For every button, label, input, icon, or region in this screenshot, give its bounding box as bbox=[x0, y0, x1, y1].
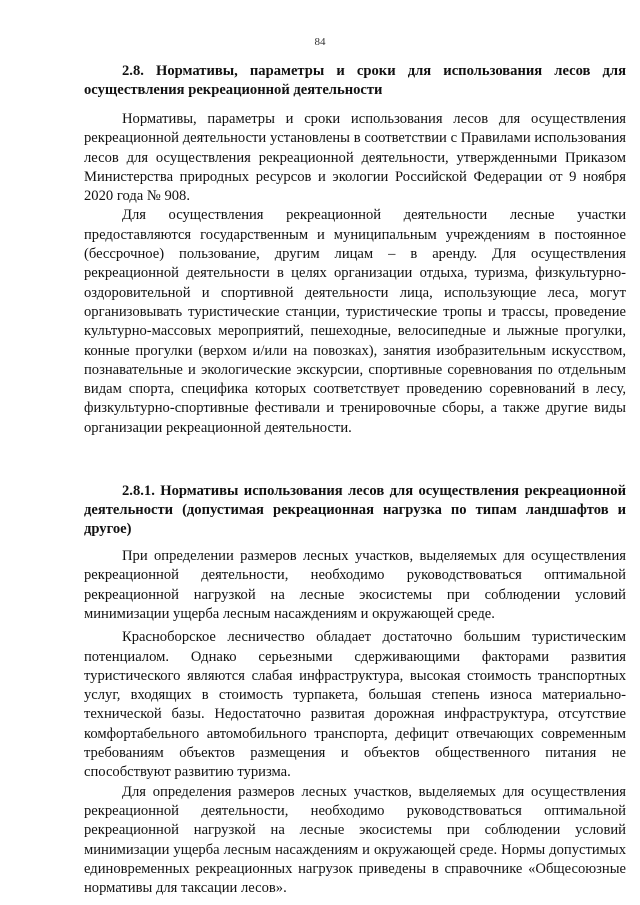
paragraph: Красноборское лесничество обладает достаточно большим туристическим потенциалом. Однако серьезными сдерживающими факторами развития туристического являются слабая инфраструктура, высокая стоимость транспортных услуг, входящих в стоимость турпакета, большая степень износа материально-технической базы. Недостаточно развитая дорожная инфраструктура, отсутствие комфортабельного автомобильного транспорта, дефицит отвечающих современным требованиям объектов размещения и объектов общественного питания не способствуют развитию туризма. bbox=[84, 629, 626, 781]
section-heading-2-8: 2.8. Нормативы, параметры и сроки для использования лесов для осуществления рекреационной деятельности bbox=[84, 63, 626, 98]
paragraph: Для определения размеров лесных участков, выделяемых для осуществления рекреационной деятельности, необходимо руководствоваться оптимальной рекреационной нагрузкой на лесные экосистемы при соблюдении условий минимизации ущерба лесным насаждениям и окружающей среде. Нормы допустимых единовременных рекреационных нагрузок приведены в справочнике «Общесоюзные нормативы для таксации лесов». bbox=[84, 783, 626, 897]
paragraph: Для осуществления рекреационной деятельности лесные участки предоставляются государственным и муниципальным учреждениям в постоянное (бессрочное) пользование, другим лицам – в аренду. Для осуществления рекреационной деятельности в целях организации отдыха, туризма, физкультурно-оздоровительной и спортивной деятельности лица, использующие леса, могут организовывать туристические станции, туристические тропы и трассы, проведение культурно-массовых мероприятий, пешеходные, велосипедные и лыжные прогулки, конные прогулки (верхом и/или на повозках), занятия изобразительным искусством, познавательные и экологические экскурсии, спортивные соревнования по отдельным видам спорта, специфика которых соответствует проведению соревнований в лесу, физкультурно-спортивные фестивали и тренировочные сборы, а также другие виды организации рекреационной деятельности. bbox=[84, 207, 626, 436]
section-heading-2-8-1: 2.8.1. Нормативы использования лесов для осуществления рекреационной деятельности (допустимая рекреационная нагрузка по типам ландшафтов и другое) bbox=[84, 483, 626, 538]
page-number: 84 bbox=[314, 36, 326, 48]
paragraph: При определении размеров лесных участков, выделяемых для осуществления рекреационной деятельности, необходимо руководствоваться оптимальной рекреационной нагрузкой на лесные экосистемы при соблюдении условий минимизации ущерба лесным насаждениям и окружающей среде. bbox=[84, 548, 626, 622]
paragraph: Нормативы, параметры и сроки использования лесов для осуществления рекреационной деятельности установлены в соответствии с Правилами использования лесов для осуществления рекреационной деятельности, утвержденными Приказом Министерства природных ресурсов и экологии Российской Федерации от 9 ноября 2020 года № 908. bbox=[84, 111, 626, 205]
page-content bbox=[84, 62, 626, 898]
